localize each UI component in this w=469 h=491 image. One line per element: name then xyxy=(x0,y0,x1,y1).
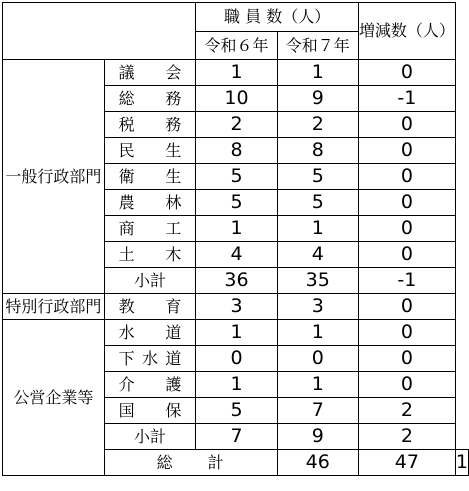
dept-label: 商 工 xyxy=(104,216,196,242)
dept-label: 総 務 xyxy=(104,86,196,112)
group-enterprise-label: 公営企業等 xyxy=(3,320,105,476)
r6-value: 5 xyxy=(196,164,277,190)
diff-value: 0 xyxy=(358,60,455,86)
group-general-label: 一般行政部門 xyxy=(3,60,105,294)
r7-value: 1 xyxy=(277,216,358,242)
dept-label: 土 木 xyxy=(104,242,196,268)
table-row xyxy=(3,294,469,320)
diff-value: 0 xyxy=(358,346,455,372)
r6-value: 8 xyxy=(196,138,277,164)
r7-value: 9 xyxy=(277,86,358,112)
diff-value: 0 xyxy=(358,320,455,346)
r7-value: 47 xyxy=(358,450,455,476)
diff-value: 2 xyxy=(358,424,455,450)
dept-label: 民 生 xyxy=(104,138,196,164)
dept-label: 介 護 xyxy=(104,372,196,398)
diff-value: 0 xyxy=(358,190,455,216)
r7-value: 3 xyxy=(277,294,358,320)
table-row xyxy=(3,320,469,346)
r7-value: 1 xyxy=(277,372,358,398)
diff-value: -1 xyxy=(358,86,455,112)
diff-value: 0 xyxy=(358,112,455,138)
r7-value: 2 xyxy=(277,112,358,138)
r6-value: 2 xyxy=(196,112,277,138)
r7-value: 8 xyxy=(277,138,358,164)
diff-value: 0 xyxy=(358,164,455,190)
r7-value: 4 xyxy=(277,242,358,268)
r7-value: 9 xyxy=(277,424,358,450)
dept-label: 下 水 道 xyxy=(104,346,196,372)
diff-value: 0 xyxy=(358,242,455,268)
r6-value: 0 xyxy=(196,346,277,372)
total-label: 総 計 xyxy=(104,450,277,476)
r6-value: 4 xyxy=(196,242,277,268)
r6-value: 36 xyxy=(196,268,277,294)
r7-value: 5 xyxy=(277,190,358,216)
staff-count-header: 職 員 数（人） xyxy=(196,3,359,32)
diff-value: 2 xyxy=(358,398,455,424)
change-header: 増減数（人） xyxy=(358,3,455,60)
r6-value: 5 xyxy=(196,398,277,424)
r6-value: 10 xyxy=(196,86,277,112)
year-2024-header: 令和６年 xyxy=(196,32,277,60)
r6-value: 7 xyxy=(196,424,277,450)
diff-value: 0 xyxy=(358,138,455,164)
dept-label: 税 務 xyxy=(104,112,196,138)
dept-label: 教 育 xyxy=(104,294,196,320)
group-special-label: 特別行政部門 xyxy=(3,294,105,320)
dept-label: 農 林 xyxy=(104,190,196,216)
r6-value: 3 xyxy=(196,294,277,320)
r6-value: 1 xyxy=(196,60,277,86)
subtotal-label: 小計 xyxy=(104,268,196,294)
r6-value: 46 xyxy=(277,450,358,476)
r6-value: 1 xyxy=(196,216,277,242)
r7-value: 7 xyxy=(277,398,358,424)
diff-value: 0 xyxy=(358,216,455,242)
header-row-1 xyxy=(3,3,469,32)
r6-value: 1 xyxy=(196,320,277,346)
r6-value: 5 xyxy=(196,190,277,216)
diff-value: -1 xyxy=(358,268,455,294)
r7-value: 5 xyxy=(277,164,358,190)
diff-value: 0 xyxy=(358,372,455,398)
year-2025-header: 令和７年 xyxy=(277,32,358,60)
r7-value: 0 xyxy=(277,346,358,372)
table-row xyxy=(3,60,469,86)
dept-label: 水 道 xyxy=(104,320,196,346)
dept-label: 衛 生 xyxy=(104,164,196,190)
diff-value: 1 xyxy=(455,450,468,476)
r7-value: 35 xyxy=(277,268,358,294)
diff-value: 0 xyxy=(358,294,455,320)
r7-value: 1 xyxy=(277,60,358,86)
r7-value: 1 xyxy=(277,320,358,346)
header-blank-cell xyxy=(3,3,196,60)
r6-value: 1 xyxy=(196,372,277,398)
dept-label: 議 会 xyxy=(104,60,196,86)
subtotal-label: 小計 xyxy=(104,424,196,450)
staff-count-table xyxy=(2,2,469,476)
dept-label: 国 保 xyxy=(104,398,196,424)
